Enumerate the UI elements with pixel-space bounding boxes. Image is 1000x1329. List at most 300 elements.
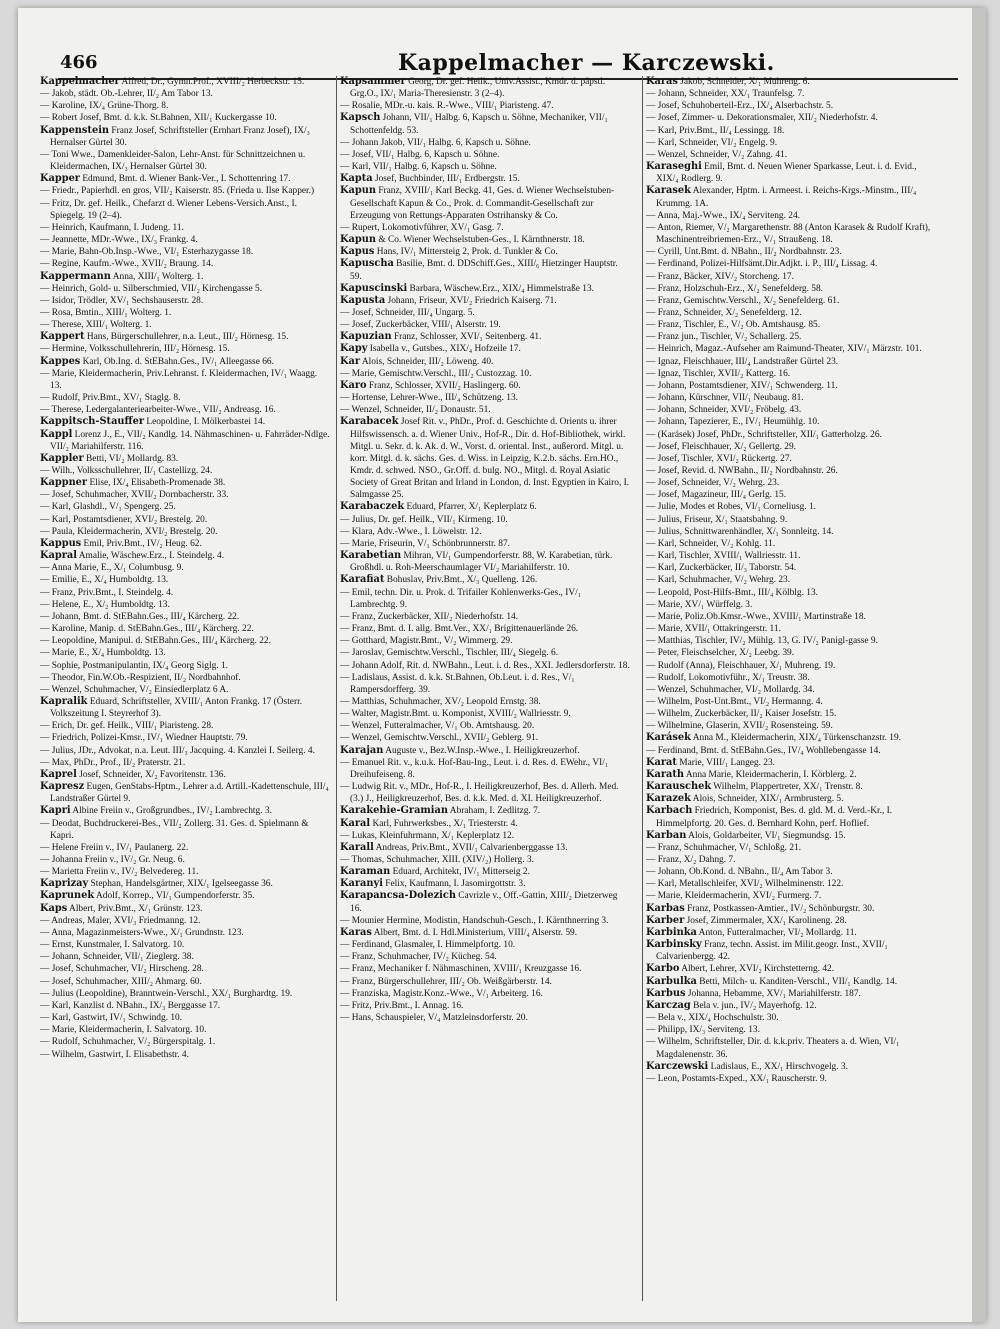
directory-entry xyxy=(646,805,936,829)
directory-entry xyxy=(646,453,936,465)
directory-entry xyxy=(646,1061,936,1073)
directory-entry xyxy=(40,562,330,574)
entry-text: — Johann, Schneider, XX/₁ Traunfelsg. 7. xyxy=(646,89,805,100)
directory-entry xyxy=(646,903,936,915)
directory-entry xyxy=(40,696,330,720)
entry-text: — Leon, Postamts-Exped., XX/₁ Rauscherstr. 9. xyxy=(646,1073,827,1084)
directory-entry xyxy=(40,453,330,465)
directory-entry xyxy=(646,514,936,526)
entry-text: — Matthias, Tischler, IV/₂ Mühlg. 13, G. IV/₂ Panigl-gasse 9. xyxy=(646,636,878,647)
directory-entry xyxy=(646,246,936,258)
directory-entry xyxy=(40,258,330,270)
directory-entry xyxy=(646,647,936,659)
entry-surname: Karbus xyxy=(646,987,686,999)
entry-surname: Karabaczek xyxy=(340,501,405,513)
entry-text: Josef, Zimmermaler, XX/₁ Karolineng. 28. xyxy=(684,915,847,926)
entry-surname: Karas xyxy=(340,926,372,938)
entry-text: — Leopoldine, Manipul. d. StEBahn.Ges., III/₄ Kärcherg. 22. xyxy=(40,636,271,647)
page-number: 466 xyxy=(60,52,98,73)
entry-surname: Kapri xyxy=(40,805,71,817)
entry-text: — Isidor, Trödler, XV/₁ Sechshauserstr. 28. xyxy=(40,295,204,306)
entry-text: Alois, Schneider, XIX/₁ Armbrusterg. 5. xyxy=(690,794,844,805)
entry-text: — Karl, Postamtsdiener, XVI/₂ Brestelg. 20. xyxy=(40,514,208,525)
entry-text: Andreas, Priv.Bmt., XVII/₁ Calvarienberggasse 13. xyxy=(373,842,568,853)
entry-surname: Karczag xyxy=(646,999,691,1011)
entry-text: — (Karásek) Josef, PhDr., Schriftsteller, XII/₁ Gatterholzg. 26. xyxy=(646,429,882,440)
entry-surname: Kapuscha xyxy=(340,258,394,270)
entry-text: — Bela v., XIX/₄ Hochschulstr. 30. xyxy=(646,1013,779,1024)
directory-entry xyxy=(646,441,936,453)
directory-entry xyxy=(340,818,630,830)
directory-entry xyxy=(646,757,936,769)
directory-entry xyxy=(40,550,330,562)
entry-text: — Jeannette, MDr.-Wwe., IX/₃ Frankg. 4. xyxy=(40,235,198,246)
entry-surname: Kappermann xyxy=(40,270,111,282)
entry-surname: Kapun xyxy=(340,234,376,246)
directory-entry xyxy=(646,866,936,878)
directory-entry xyxy=(646,878,936,890)
entry-text: — Wilh., Volksschullehrer, II/₁ Castellizg. 24. xyxy=(40,466,213,476)
entry-text: Felix, Kaufmann, I. Jasomirgottstr. 3. xyxy=(382,879,526,890)
directory-entry xyxy=(340,112,630,136)
entry-text: Franz, techn. Assist. im Milit.geogr. Inst., XVII/₁ Calvarienbergg. 42. xyxy=(656,940,888,963)
directory-entry xyxy=(646,562,936,574)
entry-surname: Karazek xyxy=(646,793,691,805)
entry-text: — Marie, Poliz.Ob.Kmsr.-Wwe., XVIII/₁ Martinstraße 18. xyxy=(646,611,866,622)
directory-entry xyxy=(40,356,330,368)
entry-text: — Ferdinand, Glasmaler, I. Himmelpfortg. 10. xyxy=(340,940,516,951)
directory-entry xyxy=(340,234,630,246)
directory-entry xyxy=(646,100,936,112)
entry-text: — Anna, Magazinmeisters-Wwe., X/₁ Grundnstr. 123. xyxy=(40,927,244,938)
entry-text: Stephan, Handelsgärtner, XIX/₁ Igelseegasse 36. xyxy=(88,879,273,890)
entry-surname: Kapsch xyxy=(340,112,381,124)
entry-text: — Anna Marie, E., X/₁ Columbusg. 9. xyxy=(40,563,184,574)
directory-entry xyxy=(340,222,630,234)
entry-text: Basilie, Bmt. d. DDSchiff.Ges., XIII/₆ Hietzinger Hauptstr. 59. xyxy=(350,259,618,282)
entry-surname: Karban xyxy=(646,829,687,841)
entry-text: — Josef, Fleischhauer, X/₂ Gellertg. 29. xyxy=(646,441,796,452)
directory-entry xyxy=(340,830,630,842)
directory-entry xyxy=(340,951,630,963)
directory-entry xyxy=(340,550,630,574)
entry-surname: Karbinsky xyxy=(646,939,702,951)
directory-entry xyxy=(40,185,330,197)
entry-text: — Therese, XIII/₁ Wolterg. 1. xyxy=(40,320,152,331)
entry-text: — Wilhelm, Post-Unt.Bmt., VI/₂ Hermanng. 4. xyxy=(646,696,823,707)
directory-column-3 xyxy=(646,76,936,1301)
entry-text: Barbara, Wäschew.Erz., XIX/₄ Himmelstraße 13. xyxy=(407,283,594,294)
entry-text: — Franz, Zuckerbäcker, XII/₂ Niederhofstr. 14. xyxy=(340,611,519,622)
entry-text: Bela v. jun., IV/₂ Mayerhofg. 12. xyxy=(690,1000,817,1011)
directory-entry xyxy=(40,1049,330,1061)
directory-entry xyxy=(646,988,936,1000)
entry-text: — Rosalie, MDr.-u. kais. R.-Wwe., VIII/₁ Piaristeng. 47. xyxy=(340,101,554,112)
entry-text: — Wenzel, Futteralmacher, V/₁ Ob. Amtshausg. 20. xyxy=(340,721,535,732)
column-divider xyxy=(642,76,643,1301)
entry-text: Anna M., Kleidermacherin, XIX/₄ Türkenschanzstr. 19. xyxy=(690,733,901,744)
entry-surname: Kaprel xyxy=(40,768,77,780)
directory-entry xyxy=(340,331,630,343)
entry-text: Karl, Ob.Ing. d. StEBahn.Ges., IV/₁ Alleegasse 66. xyxy=(80,356,274,367)
entry-text: Anna Marie, Kleidermacherin, I. Körblerg. 2. xyxy=(684,769,857,780)
directory-entry xyxy=(40,319,330,331)
entry-text: — Julius, Friseur, X/₁ Staatsbahng. 9. xyxy=(646,514,788,525)
directory-entry xyxy=(40,271,330,283)
directory-entry xyxy=(340,526,630,538)
entry-text: — Jaroslav, Gemischtw.Verschl., Tischler, III/₄ Siegelg. 6. xyxy=(340,648,559,659)
entry-surname: Karbas xyxy=(646,902,685,914)
entry-text: Georg, Dr. gef. Heilk., Univ.Assist., Kmdr. d. päpstl. Grg.O., IX/₁ Maria-Theresienstr. 3 (2–4). xyxy=(350,77,606,100)
directory-entry xyxy=(340,356,630,368)
entry-text: — Johann, Ob.Kond. d. NBahn., II/₄ Am Tabor 3. xyxy=(646,867,833,878)
directory-entry xyxy=(646,258,936,270)
entry-surname: Karanyi xyxy=(340,878,383,890)
entry-surname: Kapun xyxy=(340,185,376,197)
entry-text: — Julie, Modes et Robes, VI/₁ Corneliusg. 1. xyxy=(646,502,817,513)
directory-entry xyxy=(40,331,330,343)
directory-entry xyxy=(340,392,630,404)
directory-entry xyxy=(340,805,630,817)
directory-entry xyxy=(40,769,330,781)
entry-text: Hans, Bürgerschullehrer, n.a. Leut., III/₂ Hörnesg. 15. xyxy=(84,332,289,343)
entry-text: — Wilhelmine, Glaserin, XVII/₂ Rosensteing. 59. xyxy=(646,721,833,732)
directory-entry xyxy=(40,927,330,939)
entry-text: — Karl, Schneider, V/₂ Kohlg. 11. xyxy=(646,538,776,549)
entry-text: — Marie, XVII/₁ Ottakringerstr. 11. xyxy=(646,624,781,635)
directory-entry xyxy=(340,915,630,927)
entry-surname: Kappes xyxy=(40,355,81,367)
entry-text: — Hortense, Lehrer-Wwe., III/₄ Schützeng. 13. xyxy=(340,393,519,404)
directory-entry xyxy=(340,732,630,744)
entry-text: — Emil, techn. Dir. u. Prok. d. Trifailer Kohlenwerks-Ges., IV/₁ Lambrechtg. 9. xyxy=(340,587,581,610)
entry-text: — Johann, Kürschner, VII/₁ Neubaug. 81. xyxy=(646,393,804,404)
directory-entry xyxy=(40,854,330,866)
entry-text: — Mounier Hermine, Modistin, Handschuh-Gesch., I. Kärnthnerring 3. xyxy=(340,915,609,926)
directory-entry xyxy=(40,173,330,185)
binding-shadow xyxy=(972,8,986,1322)
directory-entry xyxy=(340,307,630,319)
entry-text: — Karl, Tischler, XVIII/₁ Wallriesstr. 11. xyxy=(646,551,801,562)
directory-entry xyxy=(340,708,630,720)
directory-entry xyxy=(646,890,936,902)
entry-text: — Josef, Tischler, XVI/₂ Rückertg. 27. xyxy=(646,453,792,464)
entry-text: Eugen, GenStabs-Hptm., Lehrer a.d. Artill.-Kadettenschule, III/₄ Landstraßer Gürtel 9. xyxy=(50,782,329,805)
directory-entry xyxy=(40,88,330,100)
directory-entry xyxy=(646,672,936,684)
entry-text: — Toni Wwe., Damenkleider-Salon, Lehr-Anst. für Schnittzeichnen u. Kleidermachen, IX/₃ Hernalser Gürtel 30. xyxy=(40,149,306,173)
entry-text: — Heinrich, Kaufmann, I. Judeng. 11. xyxy=(40,222,184,233)
directory-entry xyxy=(40,672,330,684)
entry-text: Alois, Schneider, III/₂ Löweng. 40. xyxy=(360,356,494,367)
entry-text: — Ladislaus, Assist. d. k.k. St.Bahnen, Ob.Leut. i. d. Res., V/₁ Rampersdorfferg. 39. xyxy=(340,672,575,695)
entry-text: — Karoline, Manip. d. StEBahn.Ges., III/₄ Kärcherg. 22. xyxy=(40,624,254,635)
entry-text: — Josef, Zimmer- u. Dekorationsmaler, XII/₂ Niederhofstr. 4. xyxy=(646,113,878,124)
directory-entry xyxy=(340,514,630,526)
directory-entry xyxy=(646,623,936,635)
directory-entry xyxy=(340,976,630,988)
entry-text: Edmund, Bmt. d. Wiener Bank-Ver., I. Schottenring 17. xyxy=(79,174,291,185)
directory-entry xyxy=(646,599,936,611)
entry-text: — Emilie, E., X/₄ Humboldtg. 13. xyxy=(40,575,169,586)
entry-text: — Helene, E., X/₂ Humboldtg. 13. xyxy=(40,599,170,610)
entry-text: — Johann Jakob, VII/₁ Halbg. 6, Kapsch u. Söhne. xyxy=(340,137,531,148)
entry-surname: Kaprunek xyxy=(40,890,95,902)
entry-surname: Karabetian xyxy=(340,550,402,562)
directory-entry xyxy=(40,538,330,550)
directory-entry xyxy=(340,185,630,221)
entry-text: — Theodor, Fin.W.Ob.-Respizient, II/₂ Nordbahnhof. xyxy=(40,672,241,683)
entry-text: — Friedrich, Polizei-Kmsr., IV/₁ Wiedner Hauptstr. 79. xyxy=(40,733,248,744)
entry-text: — Hans, Schauspieler, V/₄ Matzleinsdorferstr. 20. xyxy=(340,1013,528,1024)
directory-entry xyxy=(40,660,330,672)
directory-entry xyxy=(340,660,630,672)
entry-surname: Kapy xyxy=(340,343,368,355)
entry-text: — Josef, Magazineur, III/₄ Gerlg. 15. xyxy=(646,490,787,501)
entry-text: — Emanuel Rit. v., k.u.k. Hof-Bau-Ing., Leut. i. d. Res. d. EWehr., VI/₁ Dreihufeiseng. 8. xyxy=(340,757,609,780)
entry-text: Franz, Schlosser, XVII/₂ Haslingerg. 60. xyxy=(366,380,521,391)
entry-surname: Kappner xyxy=(40,477,88,489)
directory-entry xyxy=(340,538,630,550)
entry-text: Adolf, Korrep., VI/₁ Gumpendorferstr. 35. xyxy=(94,891,255,902)
entry-surname: Kapuscinski xyxy=(340,282,408,294)
entry-text: Albert, Bmt. d. I. Hdl.Ministerium, VIII/₄ Alserstr. 59. xyxy=(371,927,578,938)
directory-entry xyxy=(646,660,936,672)
entry-surname: Kapusta xyxy=(340,294,386,306)
entry-surname: Kapus xyxy=(340,246,375,258)
entry-text: — Franz, X/₂ Dahng. 7. xyxy=(646,855,736,865)
directory-entry xyxy=(40,489,330,501)
directory-entry xyxy=(646,283,936,295)
entry-text: — Andreas, Maler, XVI/₃ Friedmanng. 12. xyxy=(40,915,201,926)
directory-entry xyxy=(40,1012,330,1024)
entry-text: — Josef, VII/₁ Halbg. 6, Kapsch u. Söhne. xyxy=(340,149,500,160)
directory-entry xyxy=(646,307,936,319)
entry-surname: Kapuzian xyxy=(340,331,392,343)
entry-text: — Fritz, Dr. gef. Heilk., Chefarzt d. Wiener Lebens-Versich.Anst., I. Spiegelg. 19 (2–4). xyxy=(40,198,297,221)
directory-entry xyxy=(340,757,630,781)
entry-text: — Sophie, Postmanipulantin, IX/₄ Georg Siglg. 1. xyxy=(40,660,228,671)
directory-entry xyxy=(40,635,330,647)
entry-text: — Erich, Dr. gef. Heilk., VIII/₁ Piaristeng. 28. xyxy=(40,721,214,732)
directory-entry xyxy=(40,125,330,149)
entry-text: Franz, XVIII/₁ Karl Beckg. 41, Ges. d. Wiener Wechselstuben-Gesellschaft Kapun & Co., Prok. d. Commandit-Gesellschaft zur Erzeugung von Rettungs-Apparaten Ostrihansky & Co. xyxy=(350,186,615,221)
directory-entry xyxy=(340,720,630,732)
directory-entry xyxy=(646,635,936,647)
directory-entry xyxy=(340,368,630,380)
entry-text: — Julius, Schnittwarenhändler, X/₁ Sonnleitg. 14. xyxy=(646,526,834,537)
entry-text: Johann, VII/₁ Halbg. 6, Kapsch u. Söhne, Mechaniker, VII/₁ Schottenfeldg. 53. xyxy=(350,113,608,136)
directory-entry xyxy=(40,757,330,769)
entry-text: — Walter, Magistr.Bmt. u. Komponist, XVIII/₂ Wallriesstr. 9. xyxy=(340,709,571,720)
directory-entry xyxy=(40,781,330,805)
entry-surname: Kapresz xyxy=(40,781,85,793)
entry-text: — Karl, Schuhmacher, V/₂ Wehrg. 23. xyxy=(646,575,791,586)
directory-entry xyxy=(40,246,330,258)
entry-text: — Johann, Tapezierer, E., IV/₁ Heumühlg. 10. xyxy=(646,417,820,428)
directory-entry xyxy=(40,392,330,404)
entry-surname: Kaprizay xyxy=(40,878,89,890)
directory-entry xyxy=(40,720,330,732)
directory-entry xyxy=(340,854,630,866)
entry-text: — Karl, Gastwirt, IV/₁ Schwindg. 10. xyxy=(40,1013,183,1024)
directory-entry xyxy=(340,611,630,623)
entry-surname: Karbinka xyxy=(646,926,697,938)
entry-text: — Thomas, Schuhmacher, XIII. (XIV/₂) Hollerg. 3. xyxy=(340,855,534,865)
entry-text: — Franz, Schuhmacher, IV/₂ Kücheg. 54. xyxy=(340,952,497,963)
entry-text: Betti, Milch- u. Kanditen-Verschl., VII/₁ Kandlg. 14. xyxy=(696,976,898,987)
entry-text: — Johann, Schneider, VII/₁ Zieglerg. 38. xyxy=(40,952,194,963)
directory-entry xyxy=(40,416,330,428)
directory-entry xyxy=(40,343,330,355)
entry-text: — Wilhelm, Zuckerbäcker, II/₂ Kaiser Josefstr. 15. xyxy=(646,709,837,720)
entry-surname: Karauschek xyxy=(646,781,712,793)
directory-entry xyxy=(40,574,330,586)
entry-text: — Marie, Gemischtw.Verschl., III/₂ Custozzag. 10. xyxy=(340,368,532,379)
directory-entry xyxy=(646,76,936,88)
entry-text: Eduard, Schriftsteller, XVIII/₁ Anton Frankg. 17 (Österr. Volkszeitung I. Steyrerhof 3). xyxy=(50,696,303,720)
entry-surname: Kapralik xyxy=(40,695,88,707)
directory-entry xyxy=(40,1036,330,1048)
entry-text: — Franz, Schneider, X/₂ Senefelderg. 12. xyxy=(646,307,802,318)
entry-surname: Karall xyxy=(340,841,374,853)
directory-entry xyxy=(646,732,936,744)
directory-column-2 xyxy=(340,76,630,1301)
entry-text: — Cyrill, Unt.Bmt. d. NBahn., II/₂ Nordbahnstr. 23. xyxy=(646,247,842,258)
directory-entry xyxy=(40,988,330,1000)
directory-entry xyxy=(646,1036,936,1060)
entry-text: — Karl, Glashdl., V/₁ Spengerg. 25. xyxy=(40,502,176,513)
directory-entry xyxy=(40,514,330,526)
entry-text: — Josef, Schuhoberteil-Erz., IX/₄ Alserbachstr. 5. xyxy=(646,101,834,112)
directory-entry xyxy=(40,76,330,88)
entry-text: — Ignaz, Fleischhauer, III/₄ Landstraßer Gürtel 23. xyxy=(646,356,839,367)
directory-entry xyxy=(40,963,330,975)
entry-surname: Kapsammer xyxy=(340,76,406,87)
entry-surname: Karbulka xyxy=(646,975,697,987)
entry-text: — Wenzel, Gemischtw.Verschl., XVII/₂ Geblerg. 91. xyxy=(340,733,539,744)
entry-surname: Karal xyxy=(340,817,371,829)
entry-text: — Marie, Kleidermacherin, XVI/₂ Furmerg. 7. xyxy=(646,891,822,902)
entry-text: Marie, VIII/₁ Langeg. 23. xyxy=(676,757,776,768)
entry-surname: Karapancsa-Dolezich xyxy=(340,890,456,902)
directory-entry xyxy=(646,331,936,343)
directory-entry xyxy=(40,1024,330,1036)
entry-text: — Josef, Schuhmacher, XVII/₂ Dornbacherstr. 33. xyxy=(40,490,229,501)
entry-surname: Kappler xyxy=(40,452,84,464)
directory-entry xyxy=(646,295,936,307)
directory-column-1 xyxy=(40,76,330,1301)
running-head: Kappelmacher — Karczewski. xyxy=(398,50,775,76)
entry-text: & Co. Wiener Wechselstuben-Ges., I. Kärnthnerstr. 18. xyxy=(375,235,585,246)
directory-entry xyxy=(646,526,936,538)
directory-entry xyxy=(646,489,936,501)
directory-entry xyxy=(340,927,630,939)
entry-text: Cavrizle v., Off.-Gattin, XIII/₂ Dietzerweg 16. xyxy=(350,891,618,914)
entry-text: Josef, Schneider, X/₂ Favoritenstr. 136. xyxy=(76,769,226,780)
entry-text: — Franz, Holzschuh-Erz., X/₂ Senefelderg. 58. xyxy=(646,283,824,294)
entry-text: — Franz jun., Tischler, V/₂ Schallerg. 25. xyxy=(646,332,802,343)
entry-text: — Heinrich, Magaz.-Aufseher am Raimund-Theater, XIV/₁ Märzstr. 101. xyxy=(646,344,922,355)
directory-entry xyxy=(646,271,936,283)
directory-entry xyxy=(646,574,936,586)
directory-entry xyxy=(340,76,630,100)
entry-text: — Franz, Bmt. d. I. allg. Bmt.Ver., XX/₁ Brigittenauerlände 26. xyxy=(340,624,579,635)
entry-surname: Karajan xyxy=(340,744,384,756)
entry-surname: Kapta xyxy=(340,173,373,185)
entry-text: — Karl, Kanzlist d. NBahn., IX/₃ Berggasse 17. xyxy=(40,1000,221,1011)
directory-entry xyxy=(40,745,330,757)
entry-text: — Johanna Freiin v., IV/₂ Gr. Neug. 6. xyxy=(40,855,185,865)
directory-entry xyxy=(340,647,630,659)
entry-text: Alexander, Hptm. i. Armeest. i. Reichs-Krgs.-Minstm., III/₄ Krummg. 1A. xyxy=(656,186,917,209)
entry-text: — Karl, Metallschleifer, XVI/₂ Wilhelminenstr. 122. xyxy=(646,879,844,890)
directory-entry xyxy=(340,635,630,647)
entry-text: Eduard, Pfarrer, X/₁ Keplerplatz 6. xyxy=(404,502,537,513)
entry-text: Albine Freiin v., Großgrundbes., IV/₂ Lambrechtg. 3. xyxy=(70,806,272,817)
directory-entry xyxy=(646,161,936,185)
entry-surname: Karas xyxy=(646,76,678,87)
directory-entry xyxy=(40,599,330,611)
entry-text: — Marie, Friseurin, V/₁ Schönbrunnerstr. 87. xyxy=(340,538,511,549)
directory-entry xyxy=(646,696,936,708)
entry-text: — Marie, Kleidermacherin, Priv.Lehranst. f. Kleidermachen, IV/₁ Waagg. 13. xyxy=(40,368,318,391)
directory-entry xyxy=(340,1000,630,1012)
directory-entry xyxy=(646,769,936,781)
directory-entry xyxy=(340,878,630,890)
directory-entry xyxy=(646,125,936,137)
entry-text: — Regine, Kaufm.-Wwe., XVII/₂ Braung. 14. xyxy=(40,259,214,270)
directory-entry xyxy=(646,477,936,489)
directory-entry xyxy=(340,149,630,161)
directory-entry xyxy=(340,939,630,951)
directory-entry xyxy=(646,404,936,416)
entry-surname: Kapral xyxy=(40,550,77,562)
directory-entry xyxy=(40,100,330,112)
entry-text: — Lukas, Kleinfuhrmann, X/₁ Keplerplatz 12. xyxy=(340,830,515,841)
entry-text: — Marie, XV/₁ Würffelg. 3. xyxy=(646,599,753,610)
directory-entry xyxy=(40,404,330,416)
directory-entry xyxy=(340,696,630,708)
directory-entry xyxy=(40,295,330,307)
directory-entry xyxy=(340,161,630,173)
directory-entry xyxy=(646,793,936,805)
directory-entry xyxy=(340,623,630,635)
entry-text: Elise, IX/₄ Elisabeth-Promenade 38. xyxy=(87,478,226,489)
directory-entry xyxy=(40,149,330,173)
directory-entry xyxy=(646,392,936,404)
directory-entry xyxy=(646,781,936,793)
directory-entry xyxy=(340,258,630,282)
directory-entry xyxy=(40,915,330,927)
entry-text: — Ernst, Kunstmaler, I. Salvatorg. 10. xyxy=(40,940,185,951)
entry-text: — Karl, Priv.Bmt., II/₄ Lessingg. 18. xyxy=(646,125,785,136)
entry-text: — Paula, Kleidermacherin, XVI/₂ Brestelg. 20. xyxy=(40,526,218,537)
entry-surname: Karabacek xyxy=(340,416,399,428)
entry-text: — Jakob, städt. Ob.-Lehrer, II/₂ Am Tabor 13. xyxy=(40,89,213,100)
entry-text: Johanna, Hebamme, XV/₁ Mariahilferstr. 187. xyxy=(685,988,861,999)
directory-entry xyxy=(646,927,936,939)
directory-entry xyxy=(646,88,936,100)
column-divider xyxy=(336,76,337,1301)
directory-entry xyxy=(40,368,330,392)
entry-surname: Kapper xyxy=(40,173,80,185)
entry-surname: Karaman xyxy=(340,866,391,878)
entry-text: — Karl, VII/₁ Halbg. 6, Kapsch u. Söhne. xyxy=(340,162,497,173)
directory-entry xyxy=(646,854,936,866)
directory-entry xyxy=(40,818,330,842)
directory-entry xyxy=(646,368,936,380)
